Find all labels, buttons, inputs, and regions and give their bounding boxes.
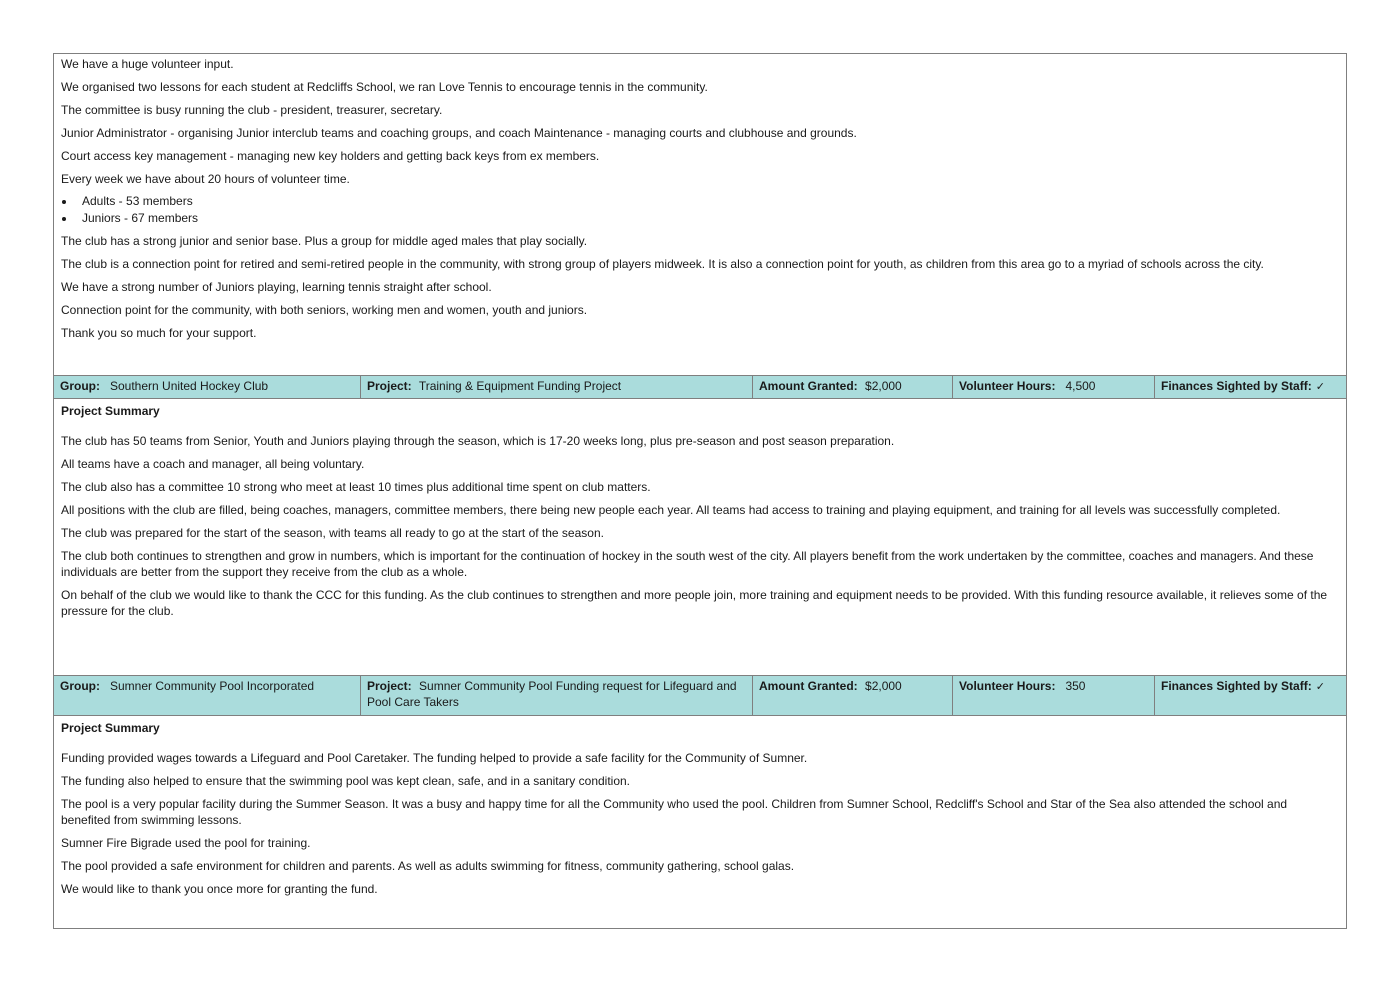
summary-paragraph: Junior Administrator - organising Junior interclub teams and coaching groups, and coach Maintenance - managing courts and clubhouse and grounds. <box>61 126 857 140</box>
project-name: Training & Equipment Funding Project <box>418 379 622 393</box>
summary-paragraph: We would like to thank you once more for granting the fund. <box>61 882 378 896</box>
amount-value: $2,000 <box>865 679 902 693</box>
list-item: Adults - 53 members <box>61 193 1339 210</box>
summary-paragraph: The club was prepared for the start of the season, with teams all ready to go at the start of the season. <box>61 526 604 540</box>
group-label: Group: <box>60 379 100 393</box>
summary-paragraph: The funding also helped to ensure that the swimming pool was kept clean, safe, and in a sanitary condition. <box>61 774 631 788</box>
finances-label: Finances Sighted by Staff: <box>1161 679 1312 693</box>
project-summary <box>54 720 1346 897</box>
amount-cell <box>753 676 953 715</box>
summary-paragraph: The club is a connection point for retired and semi-retired people in the community, with strong group of players midweek. It is also a connection point for youth, as children from this area go to a myriad of schools across the city. <box>61 257 1264 271</box>
amount-label: Amount Granted: <box>759 679 858 693</box>
summary-paragraph: The club has 50 teams from Senior, Youth and Juniors playing through the season, which is 17-20 weeks long, plus pre-season and post season preparation. <box>61 434 895 448</box>
grant-header-row <box>54 675 1346 716</box>
summary-paragraph: Court access key management - managing new key holders and getting back keys from ex members. <box>61 149 600 163</box>
project-label: Project: <box>367 379 412 393</box>
volunteer-label: Volunteer Hours: <box>959 679 1056 693</box>
amount-cell <box>753 376 953 398</box>
summary-paragraph: The pool provided a safe environment for children and parents. As well as adults swimming for fitness, community gathering, school galas. <box>61 859 795 873</box>
summary-paragraph: On behalf of the club we would like to thank the CCC for this funding. As the club continues to strengthen and more people join, more training and equipment needs to be provided. With this funding resource available, it relieves some of the pressure for the club. <box>61 588 1328 618</box>
grant-header-row <box>54 375 1346 399</box>
project-summary <box>54 403 1346 619</box>
summary-paragraph: The committee is busy running the club - president, treasurer, secretary. <box>61 103 443 117</box>
amount-value: $2,000 <box>865 379 902 393</box>
summary-paragraph: All teams have a coach and manager, all being voluntary. <box>61 457 365 471</box>
check-icon: ✓ <box>1315 680 1325 693</box>
summary-paragraph: Connection point for the community, with both seniors, working men and women, youth and juniors. <box>61 303 588 317</box>
volunteer-cell <box>953 676 1155 715</box>
volunteer-cell <box>953 376 1155 398</box>
project-summary-title: Project Summary <box>61 721 160 735</box>
volunteer-hours: 4,500 <box>1065 379 1096 393</box>
summary-paragraph: The club both continues to strengthen and grow in numbers, which is important for the continuation of hockey in the south west of the city. All players benefit from the work undertaken by the committee, coaches and managers. And these individuals are better from the support they receive from the club as a whole. <box>61 549 1314 579</box>
project-name: Sumner Community Pool Funding request for Lifeguard and Pool Care Takers <box>367 679 737 709</box>
summary-paragraph: We organised two lessons for each student at Redcliffs School, we ran Love Tennis to encourage tennis in the community. <box>61 80 708 94</box>
list-item: Juniors - 67 members <box>61 210 1339 227</box>
volunteer-label: Volunteer Hours: <box>959 379 1056 393</box>
previous-project-summary <box>54 56 1346 341</box>
finances-cell <box>1155 376 1346 398</box>
amount-label: Amount Granted: <box>759 379 858 393</box>
finances-label: Finances Sighted by Staff: <box>1161 379 1312 393</box>
group-cell <box>54 676 361 715</box>
project-label: Project: <box>367 679 412 693</box>
summary-paragraph: Every week we have about 20 hours of volunteer time. <box>61 172 350 186</box>
check-icon: ✓ <box>1315 380 1325 393</box>
summary-paragraph: The club also has a committee 10 strong who meet at least 10 times plus additional time spent on club matters. <box>61 480 651 494</box>
volunteer-hours: 350 <box>1065 679 1086 693</box>
summary-paragraph: The club has a strong junior and senior base. Plus a group for middle aged males that play socially. <box>61 234 588 248</box>
membership-list <box>61 193 1339 227</box>
group-cell <box>54 376 361 398</box>
summary-paragraph: Funding provided wages towards a Lifeguard and Pool Caretaker. The funding helped to provide a safe facility for the Community of Sumner. <box>61 751 808 765</box>
grants-report-table <box>53 53 1347 929</box>
group-name: Southern United Hockey Club <box>110 379 269 393</box>
finances-cell <box>1155 676 1346 715</box>
group-label: Group: <box>60 679 100 693</box>
summary-paragraph: Sumner Fire Bigrade used the pool for training. <box>61 836 311 850</box>
summary-paragraph: We have a strong number of Juniors playing, learning tennis straight after school. <box>61 280 492 294</box>
summary-paragraph: Thank you so much for your support. <box>61 326 257 340</box>
summary-paragraph: All positions with the club are filled, being coaches, managers, committee members, there being new people each year. All teams had access to training and playing equipment, and training for all levels was successfully completed. <box>61 503 1281 517</box>
project-cell <box>361 376 753 398</box>
summary-paragraph: The pool is a very popular facility during the Summer Season. It was a busy and happy time for all the Community who used the pool. Children from Sumner School, Redcliff's School and Star of the Sea also attended the school and benefited from swimming lessons. <box>61 797 1288 827</box>
project-summary-title: Project Summary <box>61 404 160 418</box>
project-cell <box>361 676 753 715</box>
summary-paragraph: We have a huge volunteer input. <box>61 57 234 71</box>
group-name: Sumner Community Pool Incorporated <box>110 679 315 693</box>
